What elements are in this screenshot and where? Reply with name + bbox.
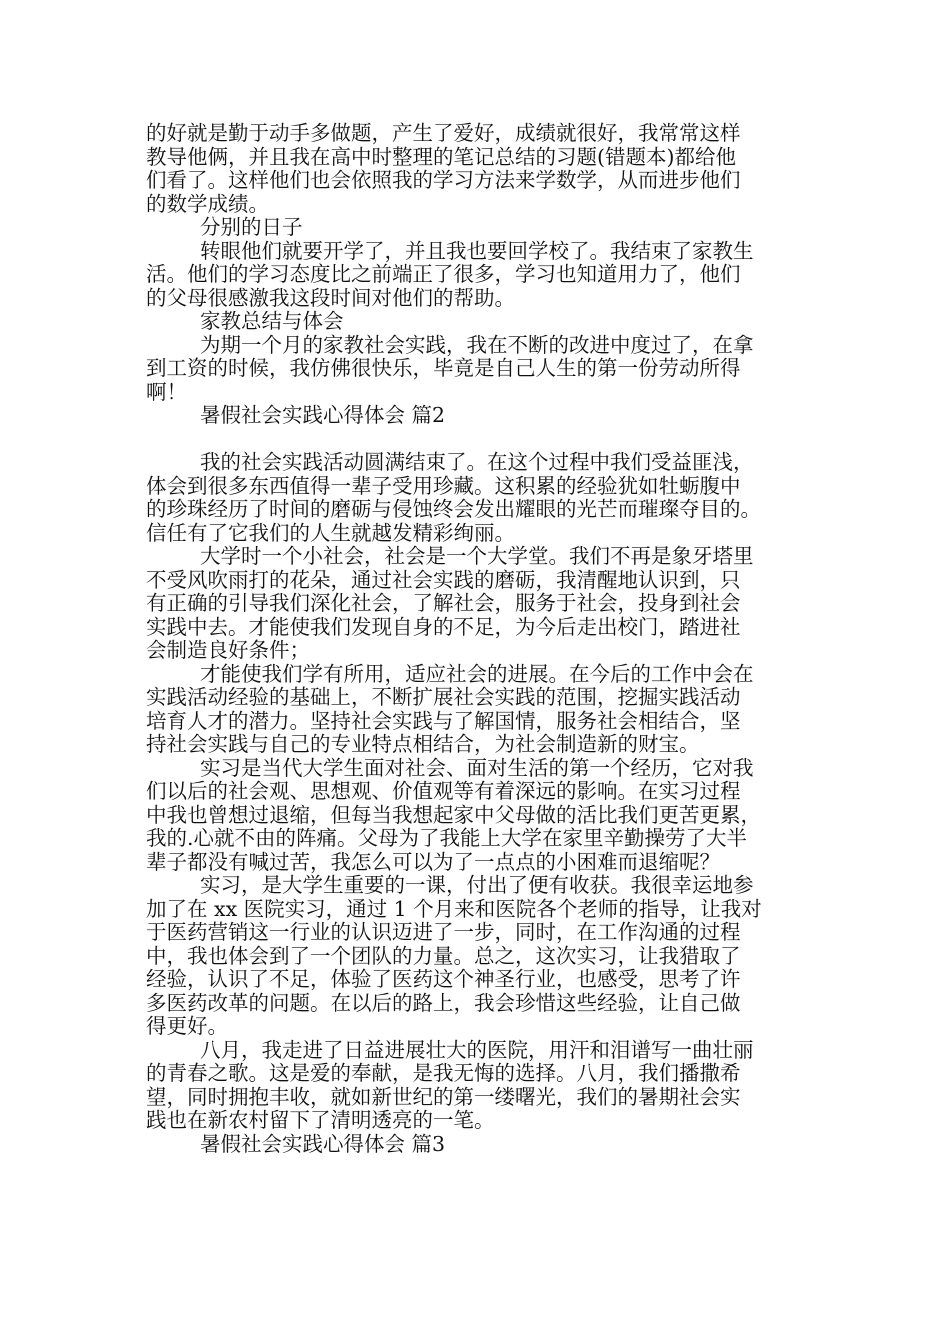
paragraph: [146, 334, 814, 405]
text-line: 我的社会实践活动圆满结束了。在这个过程中我们受益匪浅，: [200, 450, 754, 474]
text-line: 多医药改革的问题。在以后的路上，我会珍惜这些经验，让自己做: [146, 990, 741, 1015]
text-line: 不受风吹雨打的花朵，通过社会实践的磨砺，我清醒地认识到，只: [146, 567, 741, 592]
text-line: 中我也曾想过退缩，但每当我想起家中父母做的活比我们更苦更累，: [146, 802, 761, 827]
text-line: 为期一个月的家教社会实践，我在不断的改进中度过了，在拿: [200, 332, 754, 357]
paragraph: [146, 240, 814, 311]
text-line: 转眼他们就要开学了，并且我也要回学校了。我结束了家教生: [200, 238, 754, 263]
text-line: 望，同时拥抱丰收，就如新世纪的第一缕曙光，我们的暑期社会实: [146, 1084, 741, 1109]
text-line: 践也在新农村留下了清明透亮的一笔。: [146, 1108, 495, 1132]
paragraph: [146, 451, 814, 545]
paragraph: [146, 874, 814, 1039]
text-line: 辈子都没有喊过苦，我怎么可以为了一点点的小困难而退缩呢？: [146, 849, 720, 874]
section-heading: 分别的日子: [200, 215, 303, 239]
text-line: 大学时一个小社会，社会是一个大学堂。我们不再是象牙塔里: [200, 544, 754, 568]
text-line: 到工资的时候，我仿佛很快乐，毕竟是自己人生的第一份劳动所得: [146, 356, 741, 380]
text-line: 有正确的引导我们深化社会，了解社会，服务于社会，投身到社会: [146, 591, 741, 615]
paragraph: [146, 663, 814, 757]
text-line: 们以后的社会观、思想观、价值观等有着深远的影响。在实习过程: [146, 779, 741, 803]
text-line: 啊！: [146, 379, 187, 404]
section-heading: 暑假社会实践心得体会 篇3: [200, 1131, 446, 1156]
paragraph: [146, 122, 814, 216]
document-page: [146, 122, 814, 1156]
text-line: 的父母很感激我这段时间对他们的帮助。: [146, 285, 515, 310]
text-line: 实践活动经验的基础上，不断扩展社会实践的范围，挖掘实践活动: [146, 685, 741, 709]
text-line: 实习，是大学生重要的一课，付出了便有收获。我很幸运地参: [200, 873, 754, 897]
text-line: 体会到很多东西值得一辈子受用珍藏。这积累的经验犹如牡蛎腹中: [146, 473, 741, 498]
text-line: 得更好。: [146, 1014, 228, 1038]
text-line: 经验，认识了不足，体验了医药这个神圣行业，也感受，思考了许: [146, 967, 741, 991]
text-line: 持社会实践与自己的专业特点相结合，为社会制造新的财宝。: [146, 732, 700, 756]
text-line: 于医药营销这一行业的认识迈进了一步，同时，在工作沟通的过程: [146, 920, 741, 944]
text-line: 们看了。这样他们也会依照我的学习方法来学数学，从而进步他们: [146, 168, 741, 192]
text-line: 才能使我们学有所用，适应社会的进展。在今后的工作中会在: [200, 661, 754, 686]
paragraph: [146, 1039, 814, 1133]
text-line: 的青春之歌。这是爱的奉献，是我无悔的选择。八月，我们播撒希: [146, 1061, 741, 1085]
text-line: 信任有了它我们的人生就越发精彩绚丽。: [146, 520, 515, 545]
paragraph: [146, 545, 814, 663]
text-line: 会制造良好条件；: [146, 638, 310, 662]
section-heading: 家教总结与体会: [200, 309, 344, 333]
section-heading: 暑假社会实践心得体会 篇2: [200, 403, 446, 427]
text-line: 的好就是勤于动手多做题，产生了爱好，成绩就很好，我常常这样: [146, 121, 741, 145]
text-line: 实习是当代大学生面对社会、面对生活的第一个经历，它对我: [200, 755, 754, 780]
text-line: 培育人才的潜力。坚持社会实践与了解国情，服务社会相结合，坚: [146, 708, 741, 733]
blank-line: [146, 428, 814, 452]
text-line: 教导他俩，并且我在高中时整理的笔记总结的习题(错题本)都给他: [146, 144, 736, 169]
text-line: 八月，我走进了日益进展壮大的医院，用汗和泪谱写一曲壮丽: [200, 1037, 754, 1062]
paragraph: [146, 757, 814, 875]
text-line: 的珍珠经历了时间的磨砺与侵蚀终会发出耀眼的光芒而璀璨夺目的。: [146, 497, 761, 521]
text-line: 的数学成绩。: [146, 191, 269, 216]
text-line: 实践中去。才能使我们发现自身的不足，为今后走出校门，踏进社: [146, 614, 741, 639]
text-line: 我的.心就不由的阵痛。父母为了我能上大学在家里辛勤操劳了大半: [146, 826, 748, 850]
text-line: 活。他们的学习态度比之前端正了很多，学习也知道用力了，他们: [146, 262, 741, 286]
text-line: 加了在 xx 医院实习，通过 1 个月来和医院各个老师的指导，让我对: [146, 896, 762, 921]
text-line: 中，我也体会到了一个团队的力量。总之，这次实习，让我猎取了: [146, 943, 741, 968]
